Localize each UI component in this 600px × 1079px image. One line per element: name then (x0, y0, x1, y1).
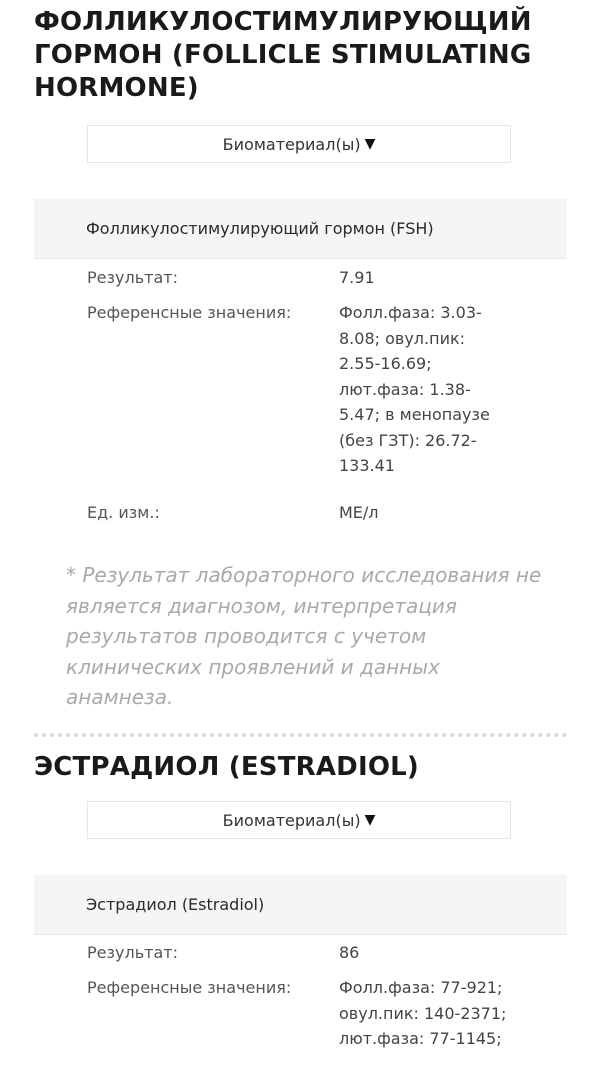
fsh-biomaterial-label: Биоматериал(ы) (222, 134, 361, 154)
fsh-result-value: 7.91 (339, 268, 375, 287)
fsh-biomaterial-toggle[interactable] (87, 125, 511, 163)
estradiol-reference-value: Фолл.фаза: 77-921; овул.пик: 140-2371; лют.фаза: 77-1145; (339, 978, 507, 1048)
estradiol-biomaterial-toggle[interactable] (87, 801, 511, 839)
estradiol-test-header (34, 875, 567, 935)
estradiol-result-value: 86 (339, 943, 360, 962)
estradiol-biomaterial-label: Биоматериал(ы) (222, 810, 361, 830)
section-divider (34, 733, 567, 737)
estradiol-reference-label: Референсные значения: (87, 978, 292, 997)
estradiol-section-title: ЭСТРАДИОЛ (ESTRADIOL) (34, 752, 419, 782)
triangle-down-icon: ▼ (364, 136, 376, 152)
triangle-down-icon: ▼ (364, 812, 376, 828)
fsh-unit-label: Ед. изм.: (87, 503, 160, 522)
fsh-test-header (34, 199, 567, 259)
fsh-reference-value: Фолл.фаза: 3.03-8.08; овул.пик: 2.55-16.69; лют.фаза: 1.38-5.47; в менопаузе (без ГЗТ): 26.72-133.41 (339, 303, 490, 475)
estradiol-test-name: Эстрадиол (Estradiol) (86, 895, 265, 914)
fsh-unit-value: МЕ/л (339, 503, 379, 522)
fsh-result-label: Результат: (87, 268, 178, 287)
fsh-test-name: Фолликулостимулирующий гормон (FSH) (86, 219, 434, 238)
fsh-disclaimer-note: * Результат лабораторного исследования не является диагнозом, интерпретация результатов проводится с учетом клинических проявлений и данных анамнеза. (66, 563, 542, 709)
fsh-reference-label: Референсные значения: (87, 303, 292, 322)
fsh-section-title: ФОЛЛИКУЛОСТИМУЛИРУЮЩИЙ ГОРМОН (FOLLICLE STIMULATING HORMONE) (34, 7, 532, 103)
estradiol-result-label: Результат: (87, 943, 178, 962)
